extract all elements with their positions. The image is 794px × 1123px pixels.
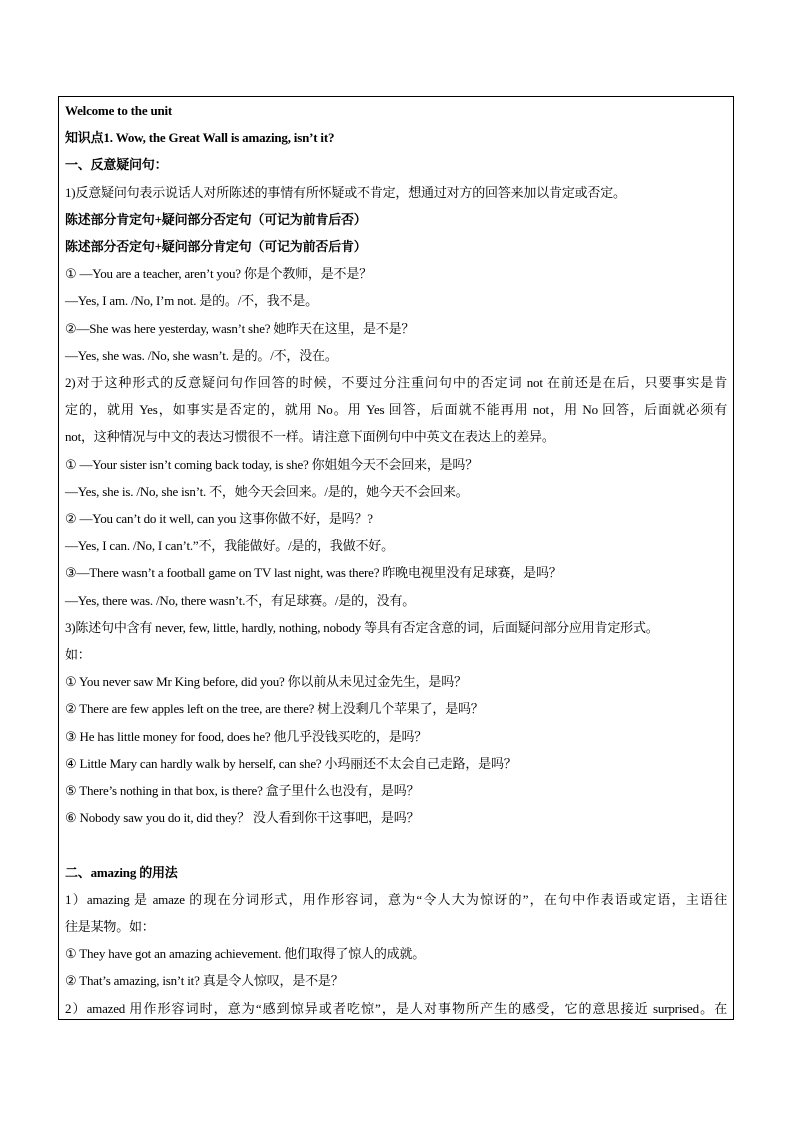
text-line: ② That’s amazing, isn’t it? 真是令人惊叹，是不是？ [65,973,344,989]
text-line: —Yes, I can. /No, I can’t.”不，我能做好。/是的，我做不好。 [65,538,394,554]
text-line: ④ Little Mary can hardly walk by herself, can she? 小玛丽还不太会自己走路，是吗？ [65,755,517,771]
text-line: ① —Your sister isn’t coming back today, is she? 你姐姐今天不会回来，是吗？ [65,456,479,472]
text-line: ② There are few apples left on the tree, are there? 树上没剩几个苹果了，是吗？ [65,701,484,717]
text-line: ① —You are a teacher, aren’t you? 你是个教师，是不是？ [65,266,372,282]
text-line: ③—There wasn’t a football game on TV last night, was there? 昨晚电视里没有足球赛，是吗？ [65,565,562,581]
text-line: 知识点1. Wow, the Great Wall is amazing, isn’t it? [65,130,335,146]
text-line: ① You never saw Mr King before, did you? 你以前从未见过金先生，是吗？ [65,674,467,690]
text-line: ⑥ Nobody saw you do it, did they？ 没人看到你干这事吧，是吗？ [65,810,420,826]
text-line: 陈述部分否定句+疑问部分肯定句（可记为前否后肯） [65,239,367,254]
text-line: 陈述部分肯定句+疑问部分否定句（可记为前肯后否） [65,211,367,227]
text-line: 定的，就用 Yes，如事实是否定的，就用 No。用 Yes 回答，后面就不能再用 not，用 No 回答，后面就必须有 [65,402,727,418]
text-line: ② —You can’t do it well, can you 这事你做不好，是吗？? [65,511,373,526]
text-line: 往是某物。如： [65,919,155,934]
text-line: —Yes, she was. /No, she wasn’t. 是的。/不，没在。 [65,347,338,363]
text-line: 1）amazing 是 amaze 的现在分词形式，用作形容词，意为“令人大为惊讶的”，在句中作表语或定语，主语往 [65,891,727,907]
text-line: Welcome to the unit [65,103,173,118]
document-frame [58,96,734,1020]
text-line: ②—She was here yesterday, wasn’t she? 她昨天在这里，是不是？ [65,320,415,336]
text-line: 3)陈述句中含有 never, few, little, hardly, nothing, nobody 等具有否定含意的词，后面疑问部分应用肯定形式。 [65,619,659,635]
text-line: 1)反意疑问句表示说话人对所陈述的事情有所怀疑或不肯定，想通过对方的回答来加以肯定或否定。 [65,184,626,200]
text-line: 2)对于这种形式的反意疑问句作回答的时候，不要过分注重问句中的否定词 not 在前还是在后，只要事实是肯 [65,375,727,390]
text-line: ③ He has little money for food, does he? 他几乎没钱买吃的，是吗？ [65,728,428,744]
text-line: not，这种情况与中文的表达习惯很不一样。请注意下面例句中中英文在表达上的差异。 [65,429,555,445]
blank-line [65,831,727,858]
text-line: 2）amazed 用作形容词时，意为“感到惊异或者吃惊”，是人对事物所产生的感受，它的意思接近 surprised。在 [65,1000,727,1016]
text-line: 一、反意疑问句： [65,157,168,173]
text-line: ① They have got an amazing achievement. 他们取得了惊人的成就。 [65,946,426,962]
text-line: —Yes, there was. /No, there wasn’t.不，有足球赛。/是的，没有。 [65,592,416,608]
text-line: 二、amazing 的用法 [65,864,178,880]
text-line: —Yes, she is. /No, she isn’t. 不，她今天会回来。/是的，她今天不会回来。 [65,483,469,499]
text-line: —Yes, I am. /No, I’m not. 是的。/不，我不是。 [65,293,318,309]
text-line: ⑤ There’s nothing in that box, is there? 盒子里什么也没有，是吗？ [65,783,420,798]
text-line: 如： [65,647,91,662]
